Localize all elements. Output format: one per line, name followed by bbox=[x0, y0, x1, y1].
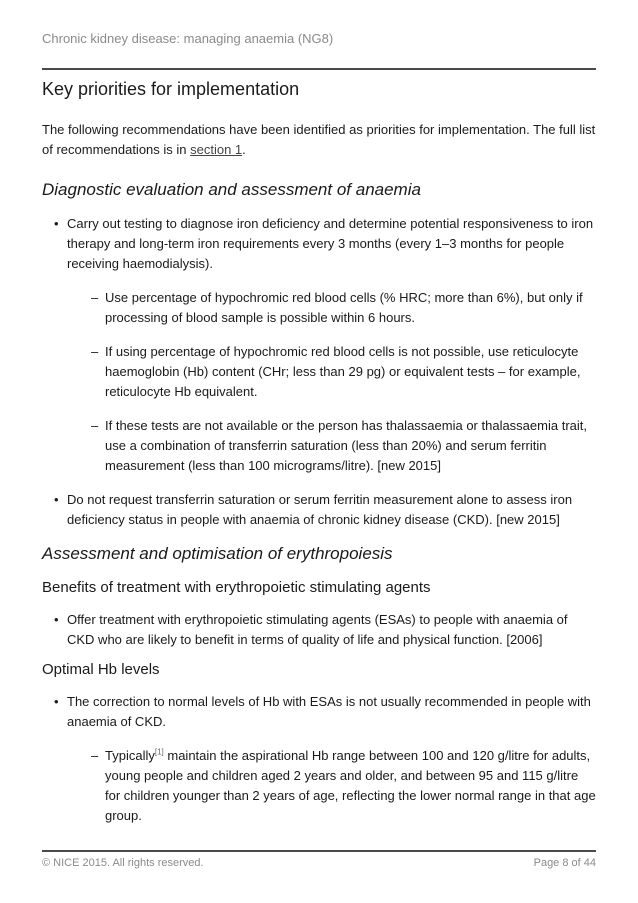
optimal-hb-list bbox=[42, 692, 596, 826]
list-item: • Offer treatment with erythropoietic stimulating agents (ESAs) to people with anaemia of CKD who are likely to benefit in terms of quality of life and physical function. [2006] bbox=[42, 610, 596, 650]
benefits-list bbox=[42, 610, 596, 650]
sub-item-text-rest: maintain the aspirational Hb range between 100 and 120 g/litre for adults, young people and children aged 2 years and older, and between 95 and 115 g/litre for children younger than 2 years of age, reflecting the lower normal range in that age group. bbox=[105, 748, 596, 823]
section-1-link[interactable]: section 1 bbox=[190, 142, 243, 157]
subheading-optimal-hb: Optimal Hb levels bbox=[42, 661, 160, 678]
sub-item-text: Typically bbox=[105, 748, 155, 763]
sub-list-item: – Use percentage of hypochromic red blood cells (% HRC; more than 6%), but only if processing of blood sample is possible within 6 hours. bbox=[67, 288, 596, 328]
document-body bbox=[42, 78, 596, 840]
section-heading-assessment: Assessment and optimisation of erythropoiesis bbox=[42, 544, 393, 563]
diagnostic-list bbox=[42, 214, 596, 530]
page-number: Page 8 of 44 bbox=[533, 857, 596, 869]
sub-list-item: – If using percentage of hypochromic red blood cells is not possible, use reticulocyte haemoglobin (Hb) content (CHr; less than 29 pg) or equivalent tests – for example, reticulocyte Hb equivalent. bbox=[67, 342, 596, 402]
sub-list bbox=[67, 288, 596, 476]
list-item bbox=[42, 214, 596, 476]
sub-list bbox=[67, 746, 596, 826]
list-item bbox=[42, 692, 596, 826]
sub-list-item: – If these tests are not available or the person has thalassaemia or thalassaemia trait, use a combination of transferrin saturation (less than 20%) and serum ferritin measurement (less than 100 micrograms/litre). [new 2015] bbox=[67, 416, 596, 476]
bullet-text: Carry out testing to diagnose iron deficiency and determine potential responsiveness to iron therapy and long-term iron requirements every 3 months (every 1–3 months for people receiving haemodialysis). bbox=[67, 216, 594, 271]
footer-rule bbox=[42, 850, 596, 852]
intro-paragraph bbox=[42, 120, 596, 160]
intro-text: The following recommendations have been identified as priorities for implementation. The full list of recommendations is in bbox=[42, 122, 596, 157]
list-item: • Do not request transferrin saturation or serum ferritin measurement alone to assess iron deficiency status in people with anaemia of chronic kidney disease (CKD). [new 2015] bbox=[42, 490, 596, 530]
copyright-notice: © NICE 2015. All rights reserved. bbox=[42, 857, 204, 869]
page-title: Key priorities for implementation bbox=[42, 79, 300, 99]
sub-list-item bbox=[67, 746, 596, 826]
intro-text-end: . bbox=[242, 142, 246, 157]
running-header: Chronic kidney disease: managing anaemia (NG8) bbox=[42, 31, 334, 46]
footnote-link[interactable]: [1] bbox=[154, 747, 164, 757]
subheading-benefits: Benefits of treatment with erythropoietic stimulating agents bbox=[42, 579, 431, 596]
section-heading-diagnostic: Diagnostic evaluation and assessment of anaemia bbox=[42, 180, 421, 199]
header-rule bbox=[42, 68, 596, 70]
bullet-text: The correction to normal levels of Hb with ESAs is not usually recommended in people with anaemia of CKD. bbox=[67, 694, 591, 729]
